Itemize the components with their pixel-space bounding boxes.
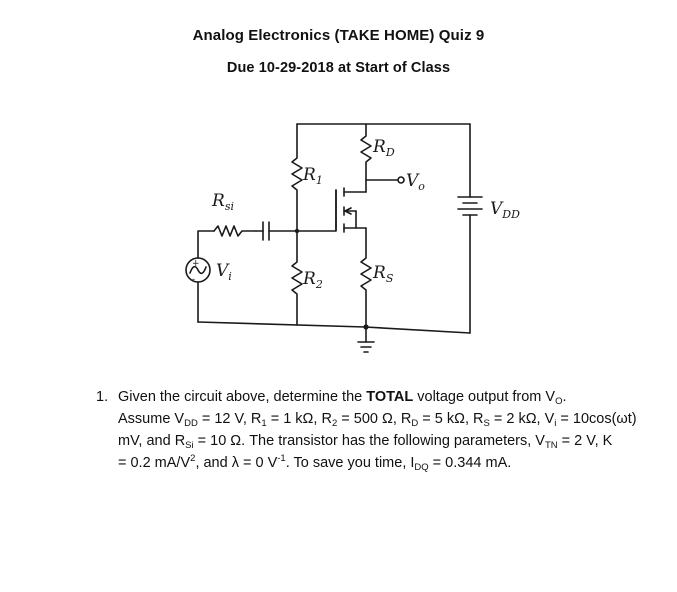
due-date: Due 10-29-2018 at Start of Class: [226, 60, 451, 76]
r2-resistor: [292, 231, 302, 325]
rsi-label: $R_{si}$: [212, 191, 234, 213]
vdd-label: $V_{DD}$: [490, 199, 520, 221]
gate-wire: [297, 190, 336, 231]
vdd-battery: [458, 197, 482, 215]
r2-label: $R_2$: [303, 269, 323, 291]
quiz-title: Analog Electronics (TAKE HOME) Quiz 9: [192, 27, 485, 44]
rs-label: $R_S$: [373, 263, 394, 285]
rd-label: $R_D$: [373, 137, 395, 159]
vo-node: [398, 177, 404, 183]
r1-label: $R_1$: [303, 165, 323, 187]
rsi-resistor: [214, 226, 256, 236]
rd-resistor: [361, 124, 371, 192]
r1-resistor: [292, 124, 302, 231]
coupling-capacitor: [256, 222, 297, 240]
vo-label: $V_o$: [406, 171, 425, 193]
question-number: 1.: [96, 389, 109, 405]
mosfet: [336, 188, 366, 232]
question-1: [96, 386, 656, 474]
rs-resistor: [361, 228, 371, 327]
source-wire: [198, 231, 214, 322]
source-plus-sign: +: [192, 259, 200, 269]
vi-label: $V_i$: [216, 261, 232, 283]
bottom-wire: [198, 322, 470, 333]
source-minus-sign: -: [192, 275, 196, 285]
question-text: Given the circuit above, determine the TOTAL voltage output from $V_O$. Assume $V_{DD} = 12$ V, $R_1 = 1$ kΩ, $R_2 = 500$ Ω, $R_D = 5$ kΩ, $R_S = 2$ kΩ, $V_i = 10\cos(\omega t)$ mV, and $R_{Si} = 10$ Ω. The transistor has the following parameters, $V_{TN} = 2$ V, K = 0.2 $mA/V^2$, and λ = 0 $V^{-1}$. To save you time, $I_{DQ} = 0.344$ mA.: [118, 389, 637, 473]
ground-icon: [358, 327, 374, 352]
